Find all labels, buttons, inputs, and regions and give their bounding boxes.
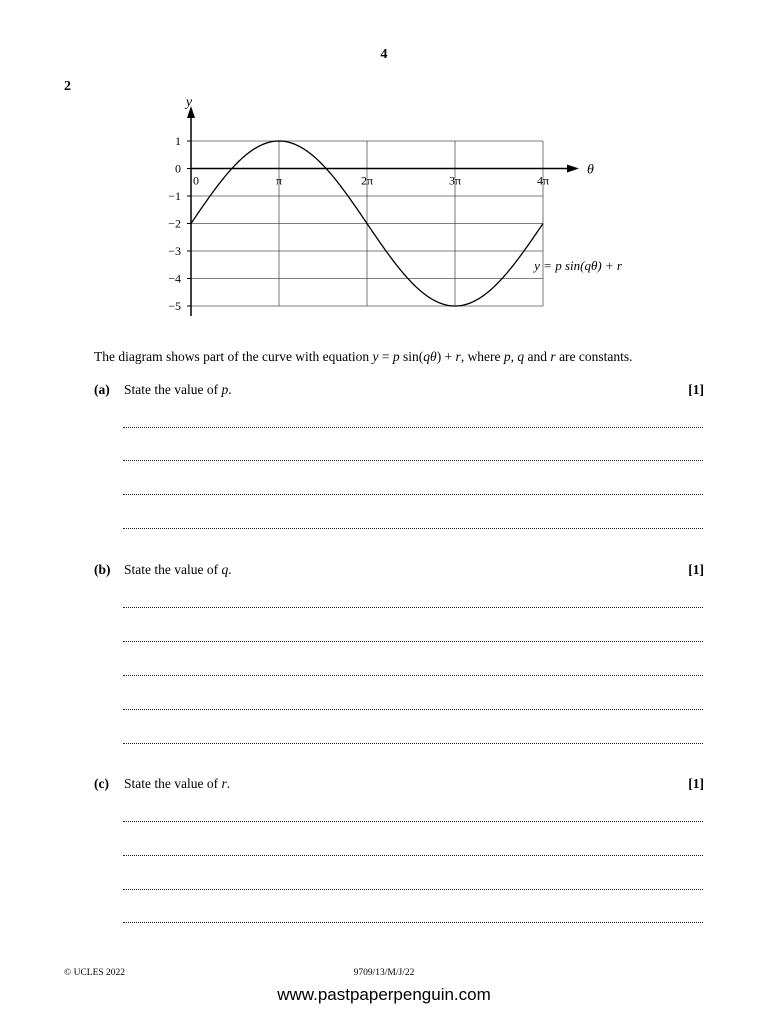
x-tick-label: 4π [536,173,550,188]
part-c-label: (c) [94,776,109,791]
answer-line[interactable] [123,460,703,461]
answer-line[interactable] [123,494,703,495]
y-tick-label: −5 [168,299,181,313]
paper-code: 9709/13/M/J/22 [353,968,415,978]
answer-line[interactable] [123,889,703,890]
question-number: 2 [64,79,71,94]
answer-line[interactable] [123,855,703,856]
part-a-text: State the value of p. [124,382,232,397]
y-axis-label: y [185,95,193,110]
answer-line[interactable] [123,821,703,822]
answer-line[interactable] [123,709,703,710]
y-tick-label: −2 [168,216,181,231]
answer-line[interactable] [123,607,703,608]
y-tick-label: −3 [168,244,181,258]
y-tick-label: −1 [168,189,181,203]
x-axis-arrow [567,165,579,173]
part-c-text: State the value of r. [124,776,231,791]
website-url[interactable]: www.pastpaperpenguin.com [277,985,491,1004]
answer-line[interactable] [123,743,703,744]
graph-labels [168,95,623,313]
answer-line[interactable] [123,922,703,923]
x-tick-label: 0 [193,173,199,188]
x-tick-label: 2π [360,173,374,188]
part-a-label: (a) [94,382,110,397]
curve-label: y = p sin(qθ) + r [534,258,622,273]
y-tick-label: 1 [175,134,181,148]
part-a-marks: [1] [688,382,704,397]
y-tick-label: −4 [168,271,181,286]
question-stem: The diagram shows part of the curve with equation y = p sin(qθ) + r, where p, q and r are constants. [94,349,633,364]
x-tick-label: 3π [448,173,462,188]
graph-axes [187,106,579,316]
page-number: 4 [380,47,388,62]
sine-curve-graph [150,90,630,330]
x-axis-label: θ [587,162,594,178]
answer-line[interactable] [123,675,703,676]
part-c-marks: [1] [688,776,704,791]
part-b-label: (b) [94,562,111,577]
y-tick-label: 0 [175,161,181,176]
copyright: © UCLES 2022 [64,968,126,978]
part-b-marks: [1] [688,562,704,577]
answer-line[interactable] [123,528,703,529]
answer-line[interactable] [123,427,703,428]
x-tick-label: π [275,173,283,188]
answer-line[interactable] [123,641,703,642]
part-b-text: State the value of q. [124,562,232,577]
